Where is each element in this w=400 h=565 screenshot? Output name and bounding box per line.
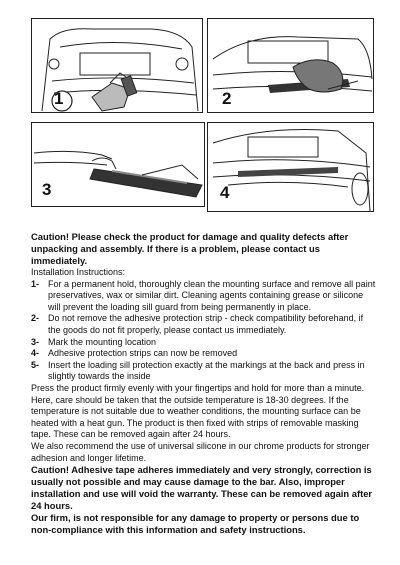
silicone-paragraph: We also recommend the use of universal silicone in our chrome products for stronger adhesion and longer lifetime. [31, 440, 370, 463]
illustration-finished [208, 123, 373, 211]
step-2 [31, 313, 376, 336]
step-text: Insert the loading sill protection exactly at the markings at the back and press in slightly towards the inside [48, 359, 365, 382]
step-1 [31, 279, 376, 314]
step-5 [31, 360, 376, 383]
caution-adhesive: Caution! Adhesive tape adheres immediately and very strongly, correction is usually not possible and may cause damage to the bar. Also, improper installation and use will void the warranty. These can be removed again after 24 hours. [31, 464, 373, 512]
step-text: Adhesive protection strips can now be removed [48, 348, 238, 359]
figure-3-adhesive-strip [31, 122, 205, 207]
figure-2-applying-strip [207, 18, 374, 113]
step-text: Mark the mounting location [48, 336, 157, 347]
figure-3-number: 3 [42, 180, 52, 199]
figure-1-cleaning-bumper [31, 18, 203, 113]
figure-2-number: 2 [222, 89, 232, 108]
step-text: For a permanent hold, thoroughly clean the mounting surface and remove all paint preservatives, wax or similar dirt. Cleaning agents containing grease or silicone will prevent the loading sill guard from being permanently in place. [48, 278, 376, 312]
press-paragraph: Press the product firmly evenly with your fingertips and hold for more than a minute. Here, care should be taken that the outside temperature is 18-30 degrees. If the temperature is not suitable due to weather conditions, the mounting surface can be heated with a heat gun. The product is then fixed with strips of removable masking tape. These can be removed again after 24 hours. [31, 382, 365, 440]
step-number: 2- [31, 313, 40, 324]
step-number: 4- [31, 348, 40, 359]
instructions-text [31, 231, 376, 536]
step-number: 3- [31, 336, 40, 347]
step-3 [31, 337, 376, 349]
step-text: Do not remove the adhesive protection strip - check compatibility beforehand, if the goods do not fit properly, please contact us immediately. [48, 313, 364, 335]
caution-intro: Caution! Please check the product for damage and quality defects after unpacking and assembly. If there is a problem, please contact us immediately. [31, 231, 349, 266]
illustration-strip [32, 123, 204, 206]
illustration-applying [208, 19, 373, 112]
figure-4-number: 4 [220, 183, 230, 202]
step-number: 1- [31, 278, 40, 289]
disclaimer: Our firm, is not responsible for any damage to property or persons due to non-compliance with this information and safety instructions. [31, 512, 360, 536]
step-number: 5- [31, 359, 40, 370]
instructions-heading: Installation Instructions: [31, 267, 126, 277]
figure-1-number: 1 [54, 89, 64, 108]
figure-4-finished-installation [207, 122, 374, 212]
step-4 [31, 348, 376, 360]
